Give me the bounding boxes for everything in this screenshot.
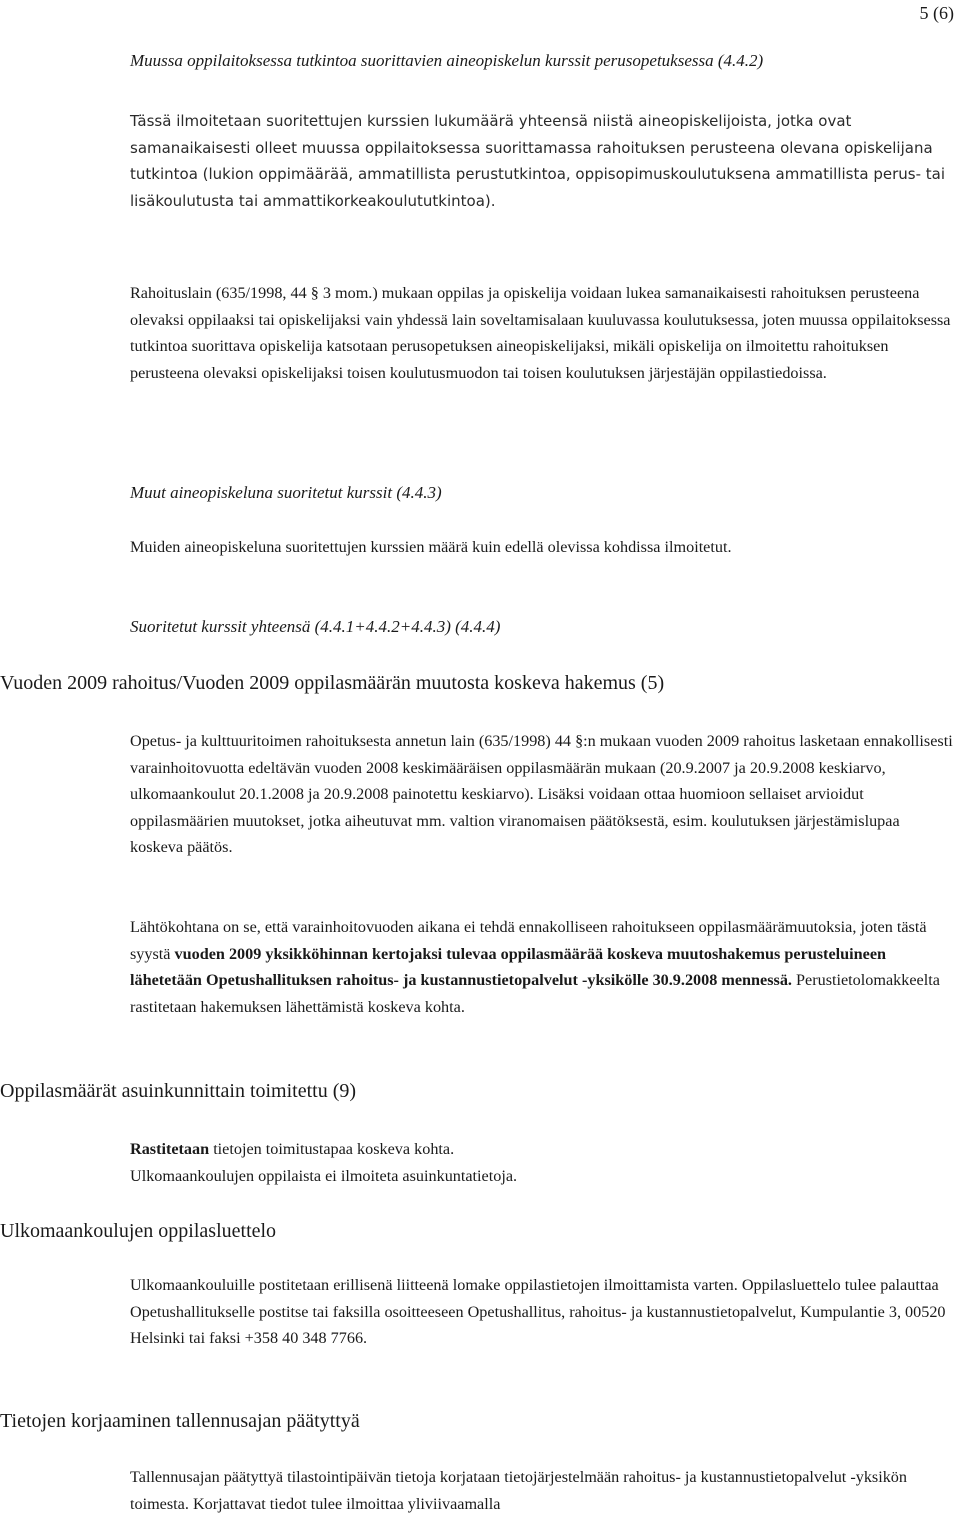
- paragraph-4-4-2: Tässä ilmoitetaan suoritettujen kurssien lukumäärä yhteensä niistä aineopiskelijoista, jotka ovat samanaikaisesti olleet muussa oppilaitoksessa suorittamassa rahoituksen perusteena olevana opiskelijana tutkintoa (lukion oppimäärää, ammatillista perustutkintoa, oppisopimuskoulutuksena ammatillista perus- tai lisäkoulutusta tai ammattikorkeakoulututkintoa).: [130, 112, 945, 210]
- section-korjaaminen-paragraph: Tallennusajan päätyttyä tilastointipäivän tietoja korjataan tietojärjestelmään rahoitus- ja kustannustietopalvelut -yksikön toimesta. Korjattavat tiedot tulee ilmoittaa yliviivaamalla: [130, 1468, 907, 1513]
- section-9-line-1: tietojen toimitustapaa koskeva kohta.: [209, 1140, 455, 1158]
- paragraph-rahoituslaki: Rahoituslain (635/1998, 44 § 3 mom.) mukaan oppilas ja opiskelija voidaan lukea samanaikaisesti rahoituksen perusteena olevaksi oppilaaksi tai opiskelijaksi vain yhdessä lain soveltamisalaan kuuluvassa koulutuksessa, joten muussa oppilaitoksessa tutkintoa suorittava opiskelija katsotaan perusopetuksen aineopiskelijaksi, mikäli opiskelija on ilmoitettu rahoituksen perusteena olevaksi opiskelijaksi toisen koulutusmuodon tai toisen koulutuksen järjestäjän oppilastiedoissa.: [130, 284, 951, 382]
- section-5-paragraph-2-end: Perustietolomakkeelta rastitetaan hakemuksen lähettämistä koskeva kohta.: [130, 971, 940, 1016]
- heading-4-4-4: Suoritetut kurssit yhteensä (4.4.1+4.4.2+4.4.3) (4.4.4): [130, 617, 501, 636]
- section-5-paragraph-2: [130, 914, 956, 1020]
- section-ulkomaankoulut-paragraph: Ulkomaankouluille postitetaan erillisenä liitteenä lomake oppilastietojen ilmoittamista varten. Oppilasluettelo tulee palauttaa Opetushallitukselle postitse tai faksilla osoitteeseen Opetushallitus, rahoitus- ja kustannustietopalvelut, Kumpulantie 3, 00520 Helsinki tai faksi +358 40 348 7766.: [130, 1276, 946, 1348]
- page-number: 5 (6): [919, 3, 954, 23]
- section-5-title: Vuoden 2009 rahoitus/Vuoden 2009 oppilasmäärän muutosta koskeva hakemus (5): [0, 672, 665, 694]
- heading-4-4-2: Muussa oppilaitoksessa tutkintoa suorittavien aineopiskelun kurssit perusopetuksessa (4.4.2): [130, 51, 764, 70]
- paragraph-4-4-3: Muiden aineopiskeluna suoritettujen kurssien määrä kuin edellä olevissa kohdissa ilmoitetut.: [130, 538, 732, 556]
- section-korjaaminen-title: Tietojen korjaaminen tallennusajan päätyttyä: [0, 1410, 360, 1432]
- section-ulkomaankoulut-title: Ulkomaankoulujen oppilasluettelo: [0, 1220, 277, 1242]
- section-9-line-2: Ulkomaankoulujen oppilaista ei ilmoiteta asuinkuntatietoja.: [130, 1166, 518, 1185]
- section-9-bold: Rastitetaan: [130, 1140, 210, 1158]
- section-9-paragraph: [130, 1136, 956, 1189]
- section-5-paragraph-2-bold: vuoden 2009 yksikköhinnan kertojaksi tulevaa oppilasmäärää koskeva muutoshakemus perusteluineen lähetetään Opetushallituksen rahoitus- ja kustannustietopalvelut -yksikölle 30.9.2008 mennessä.: [130, 944, 887, 990]
- section-5-paragraph-2-intro: Lähtökohtana on se, että varainhoitovuoden aikana ei tehdä ennakolliseen rahoitukseen oppilasmäärämuutoksia, joten tästä syystä: [130, 918, 927, 963]
- heading-4-4-3: Muut aineopiskeluna suoritetut kurssit (4.4.3): [130, 483, 442, 502]
- section-5-paragraph-1: Opetus- ja kulttuuritoimen rahoituksesta annetun lain (635/1998) 44 §:n mukaan vuoden 2009 rahoitus lasketaan ennakollisesti varainhoitovuotta edeltävän vuoden 2008 keskimääräisen oppilasmäärän mukaan (20.9.2007 ja 20.9.2008 keskiarvo, ulkomaankoulut 20.1.2008 ja 20.9.2008 painotettu keskiarvo). Lisäksi voidaan ottaa huomioon sellaiset arvioidut oppilasmäärien muutokset, jotka aiheutuvat mm. valtion viranomaisen päätöksestä, esim. koulutuksen järjestämislupaa koskeva päätös.: [130, 732, 953, 857]
- section-9-title: Oppilasmäärät asuinkunnittain toimitettu (9): [0, 1080, 357, 1102]
